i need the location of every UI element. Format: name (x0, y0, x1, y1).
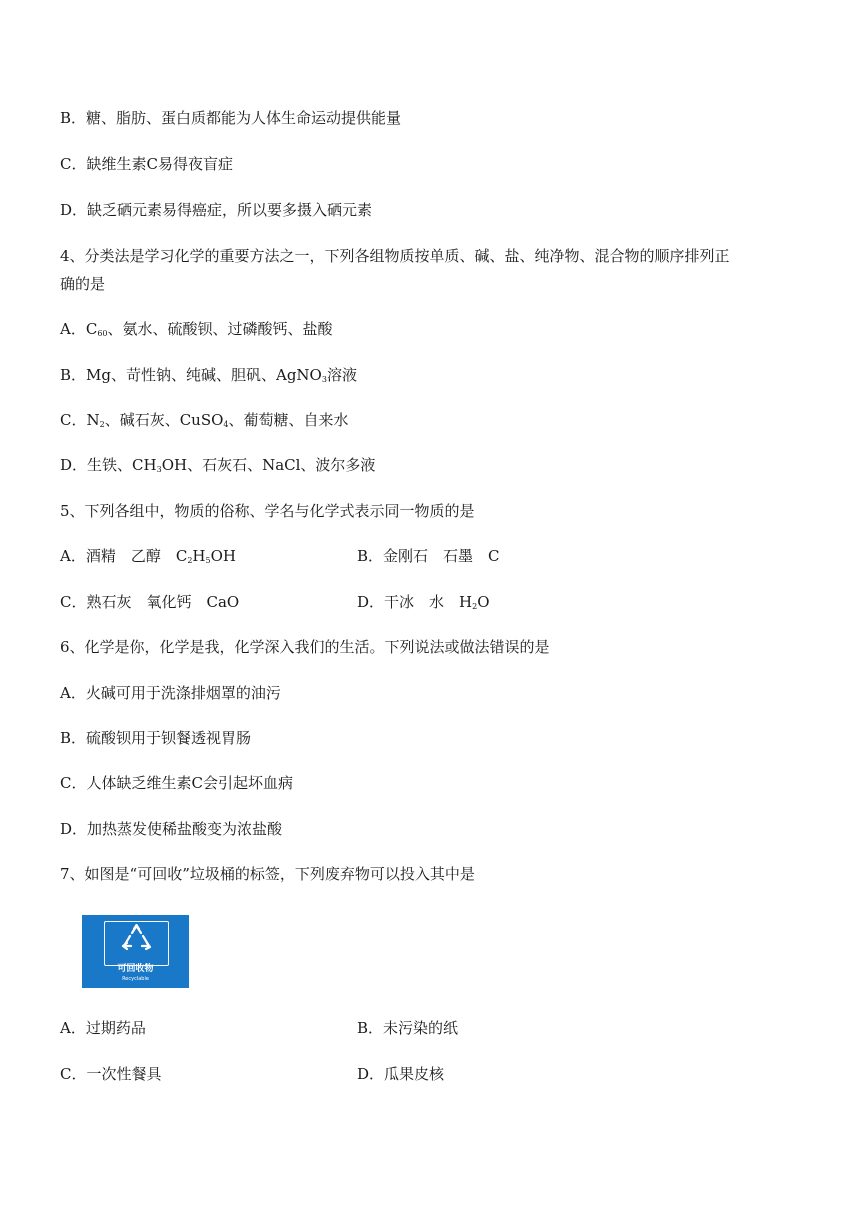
q6-option-b: B．硫酸钡用于钡餐透视胃肠 (60, 729, 252, 747)
q4-c-prefix: C．N (60, 411, 100, 429)
recyclable-label-image (82, 915, 189, 988)
recycle-label-cn: 可回收物 (117, 964, 154, 974)
q4-a-rest: 、氨水、硫酸钡、过磷酸钙、盐酸 (107, 320, 333, 338)
q5-option-b: B．金刚石 石墨 C (357, 547, 500, 565)
q5-a-sub1: 2 (187, 556, 193, 565)
q5-option-a (60, 546, 236, 566)
q4-a-sub: 60 (97, 329, 108, 338)
q7-option-d: D．瓜果皮核 (357, 1065, 445, 1083)
q4-a-prefix: A．C (60, 320, 98, 338)
q4-c-mid: 、碱石灰、CuSO (104, 411, 224, 429)
q5-a-sub2: 5 (205, 556, 211, 565)
q5-d-sub: 2 (472, 602, 478, 611)
q6-option-c: C．人体缺乏维生素C会引起坏血病 (60, 774, 293, 792)
q3-option-c: C．缺维生素C易得夜盲症 (60, 155, 233, 173)
q5-stem: 5、下列各组中，物质的俗称、学名与化学式表示同一物质的是 (60, 502, 475, 520)
q7-option-b: B．未污染的纸 (357, 1019, 459, 1037)
q7-option-c: C．一次性餐具 (60, 1065, 162, 1083)
q4-d-prefix: D．生铁、CH (60, 456, 157, 474)
q6-option-d: D．加热蒸发使稀盐酸变为浓盐酸 (60, 820, 283, 838)
q4-c-sub1: 2 (99, 420, 105, 429)
q6-option-a: A．火碱可用于洗涤排烟罩的油污 (60, 684, 281, 702)
q7-stem: 7、如图是“可回收”垃圾桶的标签，下列废弃物可以投入其中是 (60, 865, 475, 883)
q4-stem-line2: 确的是 (60, 275, 106, 293)
q3-option-b: B．糖、脂肪、蛋白质都能为人体生命运动提供能量 (60, 109, 402, 127)
q5-d-prefix: D．干冰 水 H (357, 593, 473, 611)
q3-option-d: D．缺乏硒元素易得癌症，所以要多摄入硒元素 (60, 201, 373, 219)
q4-d-rest: OH、石灰石、NaCl、波尔多液 (161, 456, 376, 474)
q5-option-d (357, 592, 490, 612)
q7-option-a: A．过期药品 (60, 1019, 146, 1037)
q4-c-rest: 、葡萄糖、自来水 (228, 411, 349, 429)
q5-a-prefix: A．酒精 乙醇 C (60, 547, 188, 565)
q4-b-prefix: B．Mg、苛性钠、纯碱、胆矾、AgNO (60, 366, 322, 384)
q4-option-b (60, 365, 357, 385)
q4-c-sub2: 4 (223, 420, 229, 429)
q4-option-a (60, 319, 333, 339)
q4-option-d (60, 455, 375, 475)
q4-option-c (60, 410, 349, 430)
q5-d-rest: O (477, 593, 490, 611)
q4-b-rest: 溶液 (326, 366, 357, 384)
q6-stem: 6、化学是你，化学是我，化学深入我们的生活。下列说法或做法错误的是 (60, 638, 550, 656)
q5-a-rest: OH (210, 547, 236, 565)
q4-d-sub: 3 (156, 465, 162, 474)
recycle-label-en: Recyclable (122, 976, 149, 982)
q4-stem-line1: 4、分类法是学习化学的重要方法之一，下列各组物质按单质、碱、盐、纯净物、混合物的顺序排列正 (60, 247, 730, 265)
recycle-frame (104, 921, 169, 966)
q5-option-c: C．熟石灰 氧化钙 CaO (60, 593, 240, 611)
q4-b-sub: 3 (321, 375, 327, 384)
q5-a-mid: H (192, 547, 206, 565)
recycle-icon (105, 922, 168, 965)
